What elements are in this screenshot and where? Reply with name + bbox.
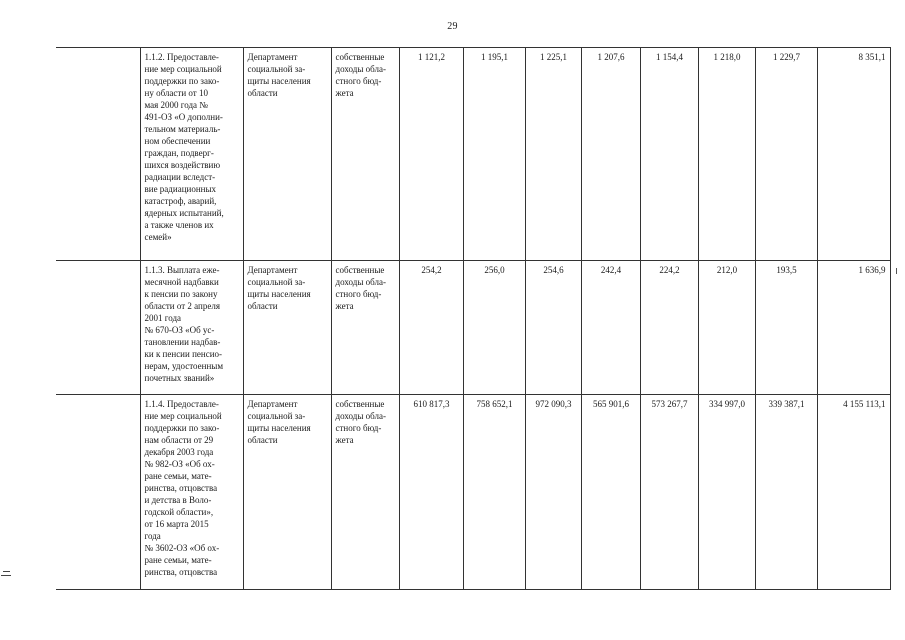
measure-cell: 1.1.2. Предоставле- ние мер социальной поддержки по зако- ну области от 10 мая 2000 года № 491-ОЗ «О дополни- тельном материаль- ном обеспечении граждан, подверг- шихся воздействию радиации вследст- вие радиационных катастроф, аварий, ядерных испытаний, а также членов их семей»	[140, 48, 243, 261]
value-cell: 1 195,1	[463, 48, 525, 261]
table-row	[56, 395, 890, 590]
value-cell: 1 225,1	[525, 48, 581, 261]
empty-cell	[56, 395, 140, 590]
scan-margin-mark	[896, 268, 897, 274]
value-cell: 1 229,7	[755, 48, 817, 261]
total-cell: 4 155 113,1	[817, 395, 890, 590]
executor-cell: Департамент социальной за- щиты населения области	[243, 261, 331, 395]
funding-source-cell: собственные доходы обла- стного бюд- жета	[331, 261, 399, 395]
value-cell: 565 901,6	[581, 395, 640, 590]
scan-edge-mark	[1, 575, 11, 576]
value-cell: 254,2	[399, 261, 463, 395]
page-number: 29	[447, 21, 458, 32]
value-cell: 212,0	[698, 261, 755, 395]
value-cell: 256,0	[463, 261, 525, 395]
value-cell: 972 090,3	[525, 395, 581, 590]
program-financing-table	[56, 47, 891, 590]
funding-source-cell: собственные доходы обла- стного бюд- жета	[331, 48, 399, 261]
scan-edge-mark	[3, 571, 10, 572]
table-row	[56, 261, 890, 395]
executor-cell: Департамент социальной за- щиты населения области	[243, 395, 331, 590]
table-row	[56, 48, 890, 261]
value-cell: 334 997,0	[698, 395, 755, 590]
empty-cell	[56, 261, 140, 395]
total-cell: 1 636,9	[817, 261, 890, 395]
executor-cell: Департамент социальной за- щиты населения области	[243, 48, 331, 261]
measure-cell: 1.1.4. Предоставле- ние мер социальной поддержки по зако- нам области от 29 декабря 2003 года № 982-ОЗ «Об ох- ране семьи, мате- ринства, отцовства и детства в Воло- годской области», от 16 марта 2015 года № 3602-ОЗ «Об ох- ране семьи, мате- ринства, отцовства	[140, 395, 243, 590]
funding-source-cell: собственные доходы обла- стного бюд- жета	[331, 395, 399, 590]
value-cell: 1 154,4	[640, 48, 698, 261]
value-cell: 1 121,2	[399, 48, 463, 261]
value-cell: 610 817,3	[399, 395, 463, 590]
value-cell: 193,5	[755, 261, 817, 395]
value-cell: 254,6	[525, 261, 581, 395]
value-cell: 242,4	[581, 261, 640, 395]
value-cell: 573 267,7	[640, 395, 698, 590]
total-cell: 8 351,1	[817, 48, 890, 261]
measure-cell: 1.1.3. Выплата еже- месячной надбавки к пенсии по закону области от 2 апреля 2001 года № 670-ОЗ «Об ус- тановлении надбав- ки к пенсии пенсио- нерам, удостоенным почетных званий»	[140, 261, 243, 395]
value-cell: 1 207,6	[581, 48, 640, 261]
empty-cell	[56, 48, 140, 261]
value-cell: 224,2	[640, 261, 698, 395]
value-cell: 1 218,0	[698, 48, 755, 261]
value-cell: 758 652,1	[463, 395, 525, 590]
value-cell: 339 387,1	[755, 395, 817, 590]
